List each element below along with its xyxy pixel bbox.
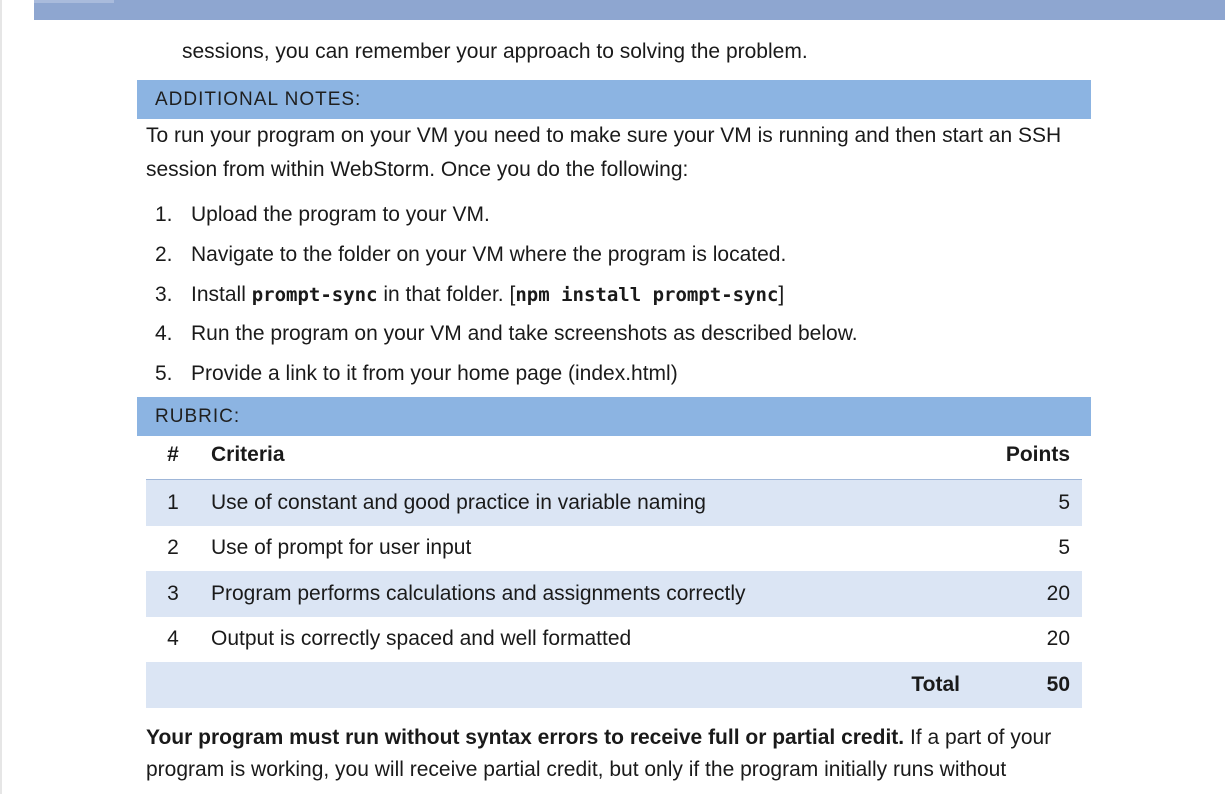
additional-notes-paragraph: To run your program on your VM you need to make sure your VM is running and then start an SSH session from within WebStorm. Once you do the following:: [146, 124, 1062, 181]
row-num: 2: [146, 526, 200, 572]
list-number: 2.: [155, 242, 173, 266]
row-criteria: Program performs calculations and assignments correctly: [200, 571, 960, 617]
header-points: Points: [960, 431, 1082, 480]
total-points: 50: [960, 662, 1082, 708]
row-criteria: Use of constant and good practice in variable naming: [200, 480, 960, 526]
header-criteria: Criteria: [200, 431, 960, 480]
list-text: in that folder. [: [377, 282, 516, 306]
list-text: Navigate to the folder on your VM where the program is located.: [191, 242, 787, 266]
total-spacer: [146, 662, 200, 708]
closing-bold: Your program must run without syntax errors to receive full or partial credit.: [146, 726, 905, 749]
row-num: 4: [146, 617, 200, 663]
row-points: 5: [960, 480, 1082, 526]
closing-text: If a part of your program is working, you will receive partial credit, but only if the program initially runs without: [146, 726, 1052, 781]
row-num: 1: [146, 480, 200, 526]
steps-list: [155, 196, 858, 395]
closing-paragraph: [146, 722, 1086, 786]
table-row: [146, 571, 1082, 617]
table-row: [146, 617, 1082, 663]
page-left-edge: [0, 0, 2, 794]
total-label: Total: [200, 662, 960, 708]
table-header-row: [146, 431, 1082, 480]
row-points: 20: [960, 571, 1082, 617]
total-row: [146, 662, 1082, 708]
list-item: [155, 276, 858, 316]
list-number: 1.: [155, 203, 173, 226]
list-item: [155, 196, 858, 236]
list-item: [155, 355, 858, 395]
list-number: 5.: [155, 362, 173, 386]
rubric-heading: RUBRIC:: [137, 397, 1091, 436]
inline-code: npm install prompt-sync: [515, 283, 779, 306]
additional-notes-heading: ADDITIONAL NOTES:: [137, 80, 1091, 119]
table-row: [146, 480, 1082, 526]
list-item: [155, 236, 858, 276]
row-num: 3: [146, 571, 200, 617]
list-text: Run the program on your VM and take screenshots as described below.: [191, 322, 858, 346]
row-points: 20: [960, 617, 1082, 663]
header-band: [34, 0, 1225, 20]
list-text: Upload the program to your VM.: [191, 203, 490, 226]
list-text: Install: [191, 282, 252, 306]
header-tab: [34, 0, 114, 3]
list-text: ]: [778, 282, 785, 306]
row-points: 5: [960, 526, 1082, 572]
intro-line: sessions, you can remember your approach to solving the problem.: [182, 40, 808, 63]
list-number: 3.: [155, 282, 173, 306]
list-item: [155, 315, 858, 355]
list-number: 4.: [155, 322, 173, 346]
row-criteria: Output is correctly spaced and well formatted: [200, 617, 960, 663]
inline-code: prompt-sync: [251, 283, 378, 306]
list-text: Provide a link to it from your home page (index.html): [191, 362, 678, 386]
row-criteria: Use of prompt for user input: [200, 526, 960, 572]
table-row: [146, 526, 1082, 572]
rubric-table: [146, 431, 1082, 708]
header-num: #: [146, 431, 200, 480]
